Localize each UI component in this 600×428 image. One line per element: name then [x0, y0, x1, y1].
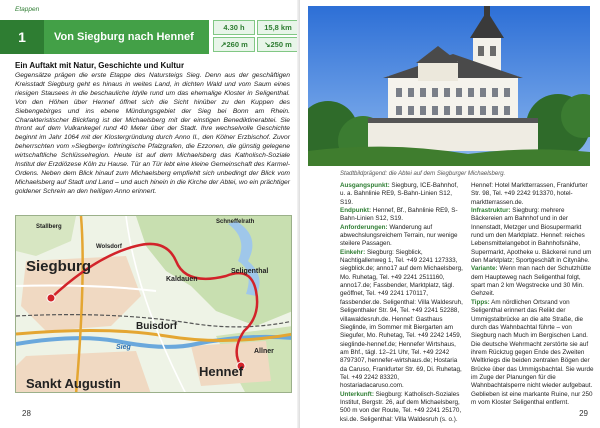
- info-entry: Hennef: Hotel Marktterrassen, Frankfurter Str. 98, Tel. +49 2242 913370, hotel-marktterrassen.de.: [471, 182, 588, 206]
- info-entry: Infrastruktur: Siegburg: mehrere Bäckereien am Bahnhof und in der Innenstadt, Metzger und Biosupermarkt rund um den Marktplatz. Hennef: reiches Lebensmittelangebot in Bahnhofsnähe, Supermarkt, Apotheke u. Bäckerei rund um den Marktplatz; Sportgeschäft in Citynähe.: [471, 207, 592, 265]
- info-entry: Variante: Wenn man nach der Schutzhütte dem Haupteweg nach Seligenthal folgt, spart man 2 km Wegstrecke und 30 Min. Gehzeit.: [471, 265, 591, 298]
- tour-stats: [213, 20, 299, 54]
- map-label-hennef: Hennef: [199, 364, 244, 379]
- info-entry: Anforderungen: Wanderung auf abwechslungsreichem Terrain, nur wenige steilere Passagen.: [340, 223, 458, 248]
- distance-stat: 15,8 km: [257, 20, 299, 35]
- map-label-seligenthal: Seligenthal: [231, 268, 269, 275]
- map-label-siegburg: Siegburg: [26, 258, 92, 275]
- map-label-sieg: Sieg: [116, 344, 131, 351]
- section-label: Etappen: [15, 6, 40, 13]
- map-label-schneffelrath: Schneffelrath: [216, 219, 255, 225]
- tour-banner: [0, 20, 300, 54]
- map-graphic: [16, 216, 292, 393]
- intro-title: Ein Auftakt mit Natur, Geschichte und Kultur: [15, 61, 185, 70]
- abbey-illustration: [308, 6, 590, 166]
- page-number-right: 29: [579, 409, 588, 418]
- info-entry: Unterkunft: Siegburg: Katholisch-Soziales Institut, Bergstr. 26, auf dem Michaelsberg, 500 m von der Route, Tel. +49 2241 25170, ksi.de. Seligenthal: Villa Waldesruh (s. o.).: [340, 390, 462, 423]
- ascent-stat: ↗260 m: [213, 37, 255, 52]
- map-label-stallberg: Stallberg: [36, 224, 62, 230]
- info-column-2: [471, 182, 595, 424]
- tour-title: Von Siegburg nach Hennef: [44, 20, 209, 54]
- info-columns: [340, 182, 595, 424]
- descent-stat: ↘250 m: [257, 37, 299, 52]
- right-page: [300, 0, 600, 428]
- photo-caption: Stadtbildprägend: die Abtei auf dem Siegburger Michaelsberg.: [340, 171, 506, 177]
- info-entry: Einkehr: Siegburg: Siegblick, Nachtigallenweg 1, Tel. +49 2241 127333, siegblick.de; anno17 auf dem Michaelsberg, Mo. Ruhetag, Tel. +49 2241 2511160, anno17.de; Fassbender, Marktplatz, tägl. geöffnet, Tel. +49 2241 170117, fassbender.de. Seligenthal: Villa Waldesruh, Seligenthaler Str. 94, Tel. +49 2241 52288, villawaldesruh.de. Hennef: Gasthaus Sieglinde, im Sommer mit Biergarten am Siegufer, Mo. Ruhetag, Tel. +49 2242 1459, sieglinde-hennef.de; Hennefer Wirtshaus, am Bhf., tägl. 12–21 Uhr, Tel. +49 2242 8797307, hennefer-wirtshaus.de; Hostaria da Caruso, Frankfurter Str. 69, Di. Ruhetag, Tel. +49 2242 83320, hostariadacaruso.com.: [340, 248, 463, 390]
- map-label-allner: Allner: [254, 348, 274, 355]
- map-label-sankt-augustin: Sankt Augustin: [26, 376, 121, 391]
- tour-number: 1: [0, 20, 44, 54]
- abbey-photo: [308, 6, 590, 166]
- info-entry: Ausgangspunkt: Siegburg, ICE-Bahnhof, u. a. Bahnlinie RE9, S-Bahn-Linien S12, S19.: [340, 182, 458, 206]
- map-label-buisdorf: Buisdorf: [136, 321, 178, 332]
- info-entry: Tipps: Am nördlichen Ortsrand von Seligenthal erinnert das Relikt der Ummigstalbrücke an die alte Straße, die durch das Wahnbachtal führte – von Siegburg nach Much im Bergischen Land. Die deutsche Wehrmacht zerstörte sie auf ihrem Rückzug gegen Ende des Zweiten Weltkriegs die beiden zentralen Bögen der Brücke über das Ummigsbachtal. Sie wurde im Zuge der Planungen für die Wahnbachtalsperre nicht wieder aufgebaut. Geblieben ist eine markante Ruine, nur 250 m vom Kloster Seligenthal entfernt.: [471, 298, 594, 406]
- page-number-left: 28: [22, 409, 31, 418]
- route-map[interactable]: [15, 215, 292, 393]
- intro-text: Gegensätze prägen die erste Etappe des Natursteigs Sieg. Denn aus der geschäftigen Kreisstadt Siegburg geht es hinaus in weites Land, in dichten Wald und vom Saum eines riesigen Stausees in die beschauliche Idylle rund um das ehemalige Kloster in Seligenthal. Von den Höhen über Hennef öffnet sich die Sicht hinüber zu den Kuppen des Siebengebirges und ins ebene Mündungsgebiet der Sieg bei Bonn am Rhein. Charakteristischer Blickfang ist der Michaelsberg mit der einstigen Benediktinerabtei. Sie thront auf dem Vulkankegel rund 40 Meter über der Stadt. Ihre wechselvolle Geschichte beginnt im Jahr 1064 mit der Klostergründung durch Anno II., den Kölner Erzbischof. Zuvor beherrschten vom »Siegberg« lothringische Pfalzgrafen, die Ezzonen, die günstig gelegene wirtschaftliche Schlüsselregion. Heute ist auf dem Michaelsberg das Katholisch-Soziale Institut der Erzdiözese Köln zu Hause. Tür an Tür lebt eine kleine Gemeinschaft des Karmel-Ordens. Neben dem Blick hinauf zum Michaelsberg empfiehlt sich unbedingt der Blick vom Michaelsberg auf Stadt und Land – und auch hinein in die Kirche der Abtei, wo ein prächtiger goldener Schrein an den heiligen Anno erinnert.: [15, 72, 290, 195]
- info-column-1: [340, 182, 464, 424]
- map-label-kaldauen: Kaldauen: [166, 276, 198, 283]
- info-entry: Endpunkt: Hennef, Bf., Bahnlinie RE9, S-Bahn-Linien S12, S19.: [340, 207, 458, 223]
- duration-stat: 4.30 h: [213, 20, 255, 35]
- map-label-wolsdorf: Wolsdorf: [96, 244, 122, 250]
